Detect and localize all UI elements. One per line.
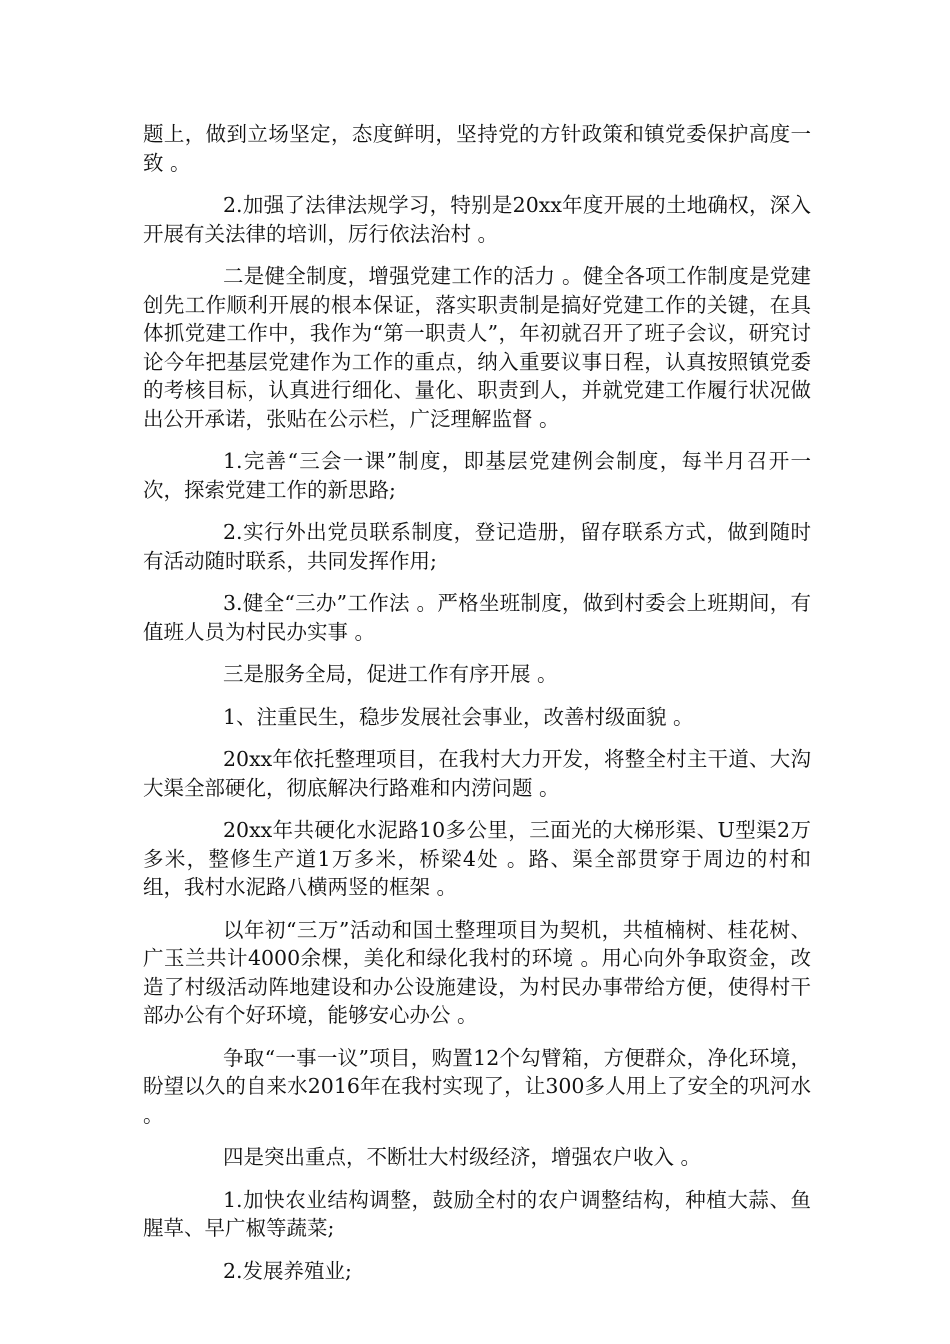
paragraph-4: 2.实行外出党员联系制度，登记造册，留存联系方式，做到随时有活动随时联系，共同发挥作用; bbox=[143, 520, 811, 573]
document-body bbox=[143, 120, 811, 1299]
paragraph-7: 1、注重民生，稳步发展社会事业，改善村级面貌 。 bbox=[223, 704, 694, 729]
paragraph-14: 2.发展养殖业; bbox=[223, 1258, 352, 1283]
paragraph-2: 二是健全制度，增强党建工作的活力 。健全各项工作制度是党建创先工作顺利开展的根本保证，落实职责制是搞好党建工作的关键，在具体抓党建工作中，我作为“第一职责人”，年初就召开了班子会议，研究讨论今年把基层党建作为工作的重点，纳入重要议事日程，认真按照镇党委的考核目标，认真进行细化、量化、职责到人，并就党建工作履行状况做出公开承诺，张贴在公示栏，广泛理解监督 。 bbox=[143, 264, 811, 431]
paragraph-13: 1.加快农业结构调整，鼓励全村的农户调整结构，种植大蒜、鱼腥草、早广椒等蔬菜; bbox=[143, 1187, 811, 1240]
paragraph-11: 争取“一事一议”项目，购置12个勾臂箱，方便群众，净化环境，盼望以久的自来水2016年在我村实现了，让300多人用上了安全的巩河水 。 bbox=[143, 1045, 811, 1127]
paragraph-5: 3.健全“三办”工作法 。严格坐班制度，做到村委会上班期间，有值班人员为村民办实事 。 bbox=[143, 591, 811, 644]
paragraph-8: 20xx年依托整理项目，在我村大力开发，将整全村主干道、大沟大渠全部硬化，彻底解决行路难和内涝问题 。 bbox=[143, 747, 811, 800]
paragraph-3: 1.完善“三会一课”制度，即基层党建例会制度，每半月召开一次，探索党建工作的新思路; bbox=[143, 449, 811, 502]
paragraph-9: 20xx年共硬化水泥路10多公里，三面光的大梯形渠、U型渠2万多米，整修生产道1万多米，桥梁4处 。路、渠全部贯穿于周边的村和组，我村水泥路八横两竖的框架 。 bbox=[143, 818, 811, 899]
paragraph-0: 题上，做到立场坚定，态度鲜明，坚持党的方针政策和镇党委保护高度一致 。 bbox=[143, 122, 811, 175]
paragraph-10: 以年初“三万”活动和国土整理项目为契机，共植楠树、桂花树、广玉兰共计4000余棵，美化和绿化我村的环境 。用心向外争取资金，改造了村级活动阵地建设和办公设施建设，为村民办事带给方便，使得村干部办公有个好环境，能够安心办公 。 bbox=[143, 917, 811, 1027]
paragraph-1: 2.加强了法律法规学习，特别是20xx年度开展的土地确权，深入开展有关法律的培训，厉行依法治村 。 bbox=[143, 193, 811, 246]
paragraph-6: 三是服务全局，促进工作有序开展 。 bbox=[223, 662, 558, 686]
paragraph-12: 四是突出重点，不断壮大村级经济，增强农户收入 。 bbox=[223, 1145, 702, 1169]
